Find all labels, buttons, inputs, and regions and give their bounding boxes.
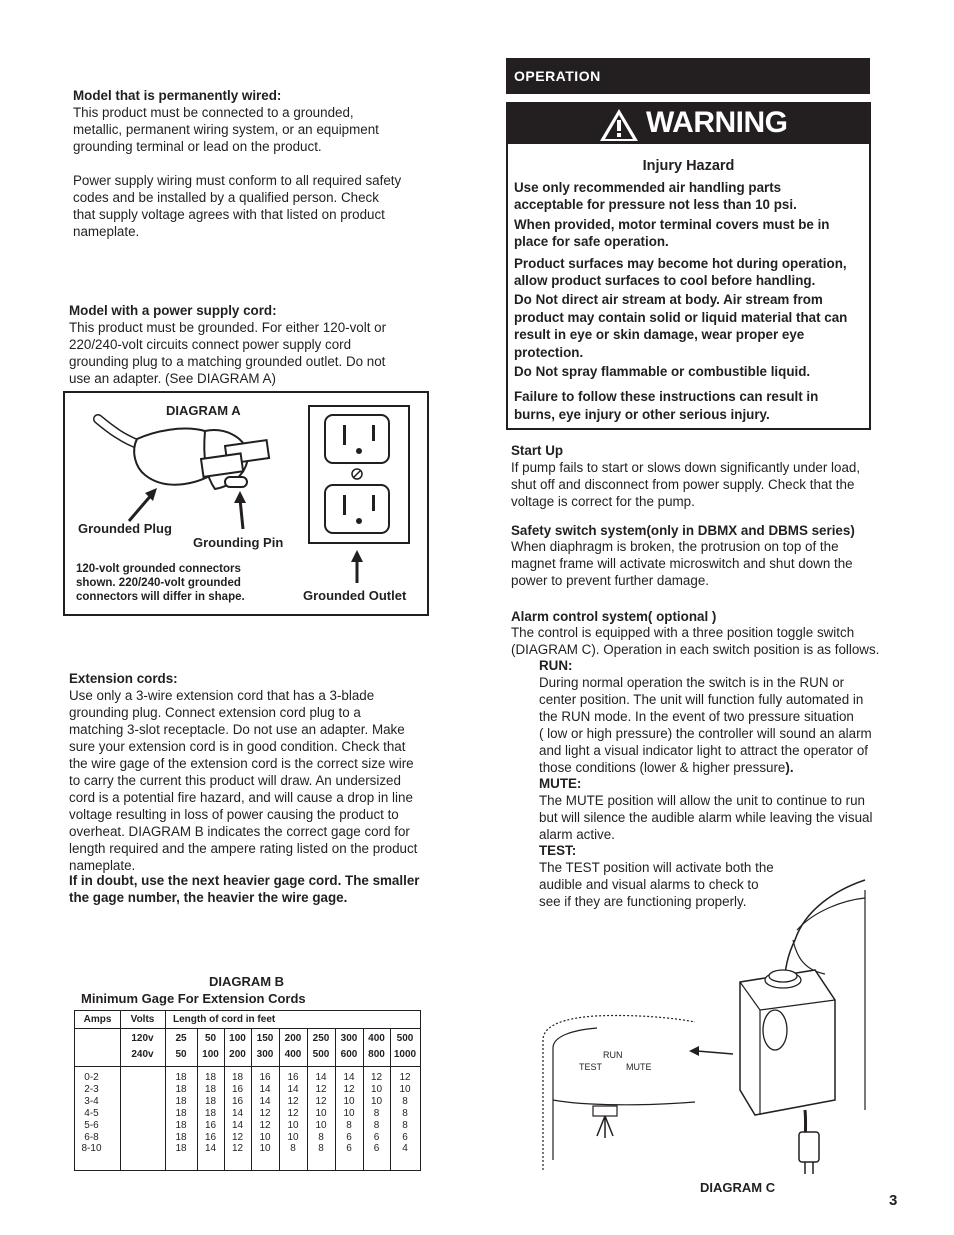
gage-column: 18 16 16 14 14 12 12 (231, 1072, 244, 1155)
run-text-end: ). (785, 760, 794, 775)
diagram-c-title: DIAGRAM C (700, 1180, 776, 1195)
length-240-cell: 200 (229, 1049, 246, 1060)
wired-paragraph-1: This product must be connected to a grounded, metallic, permanent wiring system, or an equipment grounding terminal or lead on the product. (73, 105, 379, 154)
volts-120: 120v (131, 1033, 154, 1044)
gage-table (74, 1010, 421, 1171)
length-120-cell: 150 (256, 1033, 274, 1044)
test-heading: TEST: (539, 843, 577, 858)
volts-header: Volts (130, 1014, 155, 1025)
length-240-cell: 800 (368, 1049, 385, 1060)
warning-item: When provided, motor terminal covers must be in place for safe operation. (514, 216, 830, 250)
diagram-b-title: DIAGRAM B (208, 974, 285, 989)
length-240-cell: 50 (175, 1049, 187, 1060)
length-120-cell: 250 (312, 1033, 330, 1044)
length-240-cell: 1000 (393, 1049, 417, 1060)
test-paragraph: The TEST position will activate both the audible and visual alarms to check to see if they are functioning properly. (539, 860, 774, 909)
length-120-cell: 25 (175, 1033, 187, 1044)
warning-header (508, 104, 869, 144)
length-header: Length of cord in feet (173, 1014, 276, 1025)
run-heading: RUN: (539, 658, 573, 673)
warning-title: WARNING (646, 106, 788, 139)
run-text: During normal operation the switch is in the RUN or center position. The unit will function fully automated in the RUN mode. In the event of two pressure situation ( low or high pressure) the controller will sound an alarm and light a visual indicator light to attract the operator of those conditions (lower & higher pressure (539, 675, 872, 775)
warning-triangle-icon (598, 107, 640, 143)
diagram-c-illustration (535, 870, 870, 1180)
alarm-heading: Alarm control system( optional ) (511, 609, 717, 624)
length-240-cell: 500 (312, 1049, 330, 1060)
page-number: 3 (889, 1192, 898, 1209)
gage-column: 16 14 12 12 10 10 8 (287, 1072, 299, 1155)
length-240-cell: 600 (340, 1049, 358, 1060)
operation-header (506, 58, 870, 94)
length-120-cell: 100 (229, 1033, 246, 1044)
safety-paragraph: When diaphragm is broken, the protrusion on top of the magnet frame will activate microswitch and shut down the power to prevent further damage. (511, 539, 853, 588)
startup-paragraph: If pump fails to start or slows down significantly under load, shut off and disconnect from power supply. Check that the voltage is correct for the pump. (511, 460, 861, 509)
grounded-plug-label: Grounded Plug (78, 521, 172, 536)
diagram-a-note: 120-volt grounded connectors shown. 220/240-volt grounded connectors will differ in shape. (76, 563, 245, 603)
extension-paragraph: Use only a 3-wire extension cord that has a 3-blade grounding plug. Connect extension cord plug to a matching 3-slot receptacle. Do not use an adapter. Make sure your extension cord is in good condition. Check that the wire gage of the extension cord is the correct size wire to carry the current this product will draw. An undersized cord is a potential fire hazard, and will cause a drop in line voltage resulting in loss of power causing the product to overheat. DIAGRAM B indicates the correct gage cord for length required and the ampere rating listed on the product nameplate. (69, 688, 418, 873)
grounding-pin-label: Grounding Pin (193, 535, 284, 550)
gage-column: 16 14 14 12 12 10 10 (259, 1072, 271, 1155)
warning-item: Do Not direct air stream at body. Air stream from product may contain solid or liquid material that can result in eye or skin damage, wear proper eye protection. (514, 292, 848, 360)
switch-run-label: RUN (603, 1050, 623, 1060)
volts-240: 240v (131, 1049, 154, 1060)
safety-heading: Safety switch system(only in DBMX and DBMS series) (511, 523, 855, 538)
warning-item: Product surfaces may become hot during operation, allow product surfaces to cool before handling. (514, 255, 847, 289)
length-120-cell: 400 (368, 1033, 385, 1044)
gage-column: 12 10 8 8 8 6 4 (399, 1072, 411, 1155)
gage-column: 14 12 12 10 10 8 8 (315, 1072, 327, 1155)
switch-mute-label: MUTE (626, 1062, 652, 1072)
cord-heading: Model with a power supply cord: (69, 303, 277, 318)
diagram-a (63, 391, 429, 616)
run-paragraph (539, 674, 872, 776)
warning-items (514, 179, 866, 423)
startup-heading: Start Up (511, 443, 564, 458)
extension-bold-note: If in doubt, use the next heavier gage cord. The smaller the gage number, the heavier the wire gage. (69, 873, 420, 905)
length-240-cell: 400 (284, 1049, 302, 1060)
length-120-cell: 200 (284, 1033, 302, 1044)
wired-paragraph-2: Power supply wiring must conform to all required safety codes and be installed by a qualified person. Check that supply voltage agrees with that listed on product nameplate. (73, 173, 402, 239)
amps-column: 0-2 2-3 3-4 4-5 5-6 6-8 8-10 (81, 1072, 102, 1155)
switch-test-label: TEST (579, 1062, 603, 1072)
cord-paragraph: This product must be grounded. For either 120-volt or 220/240-volt circuits connect power supply cord grounding plug to a matching grounded outlet. Do not use an adapter. (See DIAGRAM A) (69, 320, 387, 386)
length-120-cell: 300 (340, 1033, 358, 1044)
extension-heading: Extension cords: (69, 671, 178, 686)
warning-item: Failure to follow these instructions can result in burns, eye injury or other serious injury. (514, 389, 819, 422)
grounded-outlet-label: Grounded Outlet (303, 588, 407, 603)
gage-column: 18 18 18 18 18 18 18 (175, 1072, 187, 1155)
length-240-cell: 100 (202, 1049, 219, 1060)
length-240-cell: 300 (256, 1049, 274, 1060)
operation-title: OPERATION (514, 68, 601, 84)
warning-item: Use only recommended air handling parts acceptable for pressure not less than 10 psi. (514, 180, 797, 213)
alarm-paragraph: The control is equipped with a three position toggle switch (DIAGRAM C). Operation in each switch position is as follows. (511, 625, 880, 657)
diagram-a-title: DIAGRAM A (166, 403, 241, 418)
wired-heading: Model that is permanently wired: (73, 88, 282, 103)
gage-column: 12 10 10 8 8 6 6 (370, 1072, 383, 1155)
mute-heading: MUTE: (539, 776, 582, 791)
gage-column: 18 18 18 18 16 16 14 (204, 1072, 217, 1155)
gage-column: 14 12 10 10 8 6 6 (343, 1072, 355, 1155)
warning-box (506, 102, 871, 430)
diagram-b-subtitle: Minimum Gage For Extension Cords (81, 991, 306, 1006)
length-120-cell: 500 (396, 1033, 414, 1044)
length-120-cell: 50 (204, 1033, 217, 1044)
warning-item: Do Not spray flammable or combustible liquid. (514, 364, 811, 380)
amps-header: Amps (83, 1014, 112, 1025)
injury-hazard-label: Injury Hazard (642, 158, 735, 174)
mute-paragraph: The MUTE position will allow the unit to continue to run but will silence the audible alarm while leaving the visual alarm active. (539, 793, 873, 842)
